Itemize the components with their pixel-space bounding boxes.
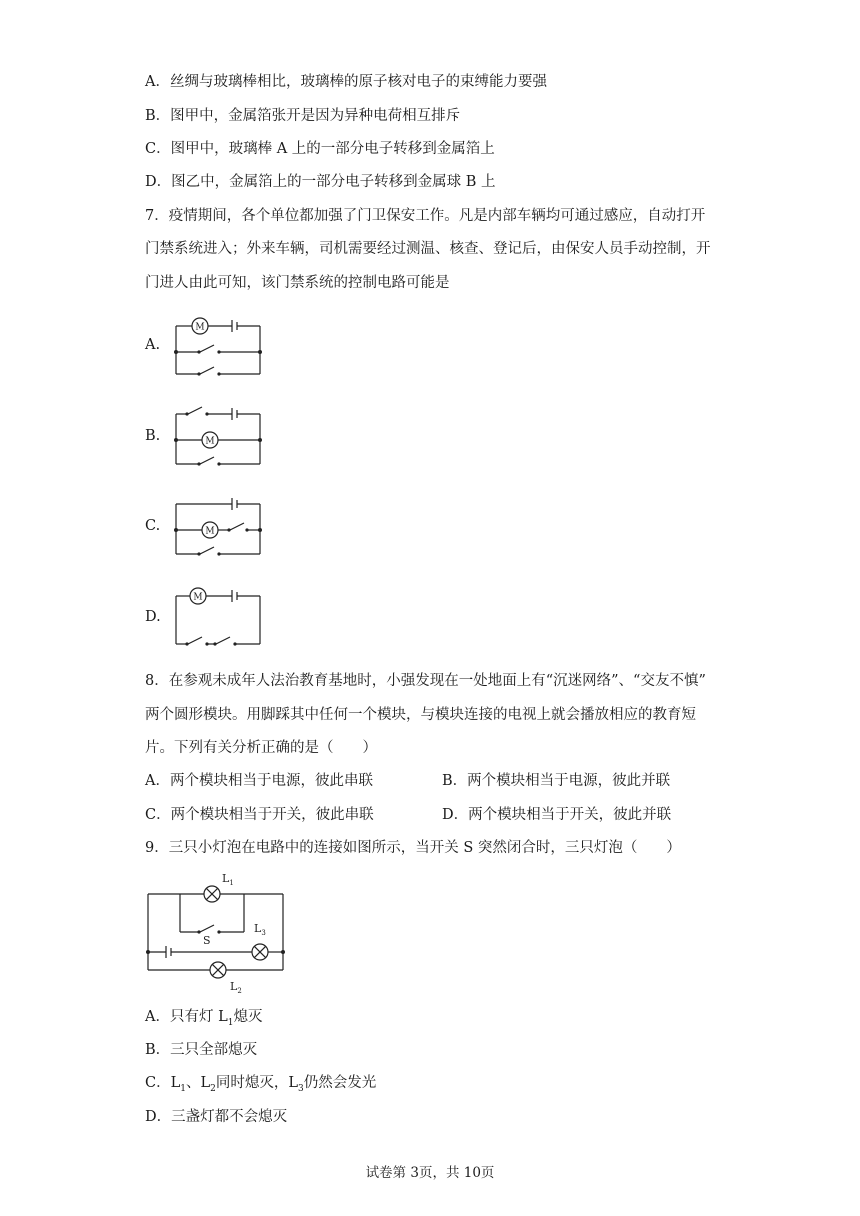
q6-option-a: A．丝绸与玻璃棒相比，玻璃棒的原子核对电子的束缚能力要强 xyxy=(145,74,547,90)
q9-stem: 9．三只小灯泡在电路中的连接如图所示，当开关 S 突然闭合时，三只灯泡（ ） xyxy=(145,840,681,856)
label-l3: $L_3$ xyxy=(254,922,266,937)
q6-option-c: C．图甲中，玻璃棒 A 上的一部分电子转移到金属箔上 xyxy=(145,141,495,157)
q8-option-a: A．两个模块相当于电源，彼此串联 xyxy=(145,773,373,789)
q7-circuit-d xyxy=(168,582,268,652)
q8-option-b: B．两个模块相当于电源，彼此并联 xyxy=(442,773,671,789)
q8-option-d: D．两个模块相当于开关，彼此并联 xyxy=(442,807,672,823)
q7-stem-line3: 门进人由此可知，该门禁系统的控制电路可能是 xyxy=(145,275,450,291)
q7-stem-line1: 7．疫情期间，各个单位都加强了门卫保安工作。凡是内部车辆均可通过感应，自动打开 xyxy=(145,208,706,224)
q7-option-b-label: B. xyxy=(145,428,161,444)
motor-symbol-c: M xyxy=(205,526,215,537)
q7-circuit-b xyxy=(168,402,268,472)
q6-option-b: B．图甲中，金属箔张开是因为异种电荷相互排斥 xyxy=(145,108,461,124)
motor-symbol-b: M xyxy=(205,436,215,447)
q9-option-c: C．$L_1$、$L_2$同时熄灭，$L_3$仍然会发光 xyxy=(145,1075,377,1094)
q8-stem-line2: 两个圆形模块。用脚踩其中任何一个模块，与模块连接的电视上就会播放相应的教育短 xyxy=(145,707,696,723)
q7-option-a-label: A. xyxy=(145,337,161,353)
q8-stem-line1: 8．在参观未成年人法治教育基地时，小强发现在一处地面上有“沉迷网络”、“交友不慎” xyxy=(145,673,706,689)
q7-option-c-label: C. xyxy=(145,518,161,534)
motor-symbol-a: M xyxy=(195,322,205,333)
q9-option-b: B．三只全部熄灭 xyxy=(145,1042,258,1058)
q7-circuit-a xyxy=(168,312,268,382)
q7-circuit-c xyxy=(168,492,268,562)
motor-symbol-d: M xyxy=(193,592,203,603)
page-footer: 试卷第 3页，共 10页 xyxy=(365,1165,495,1181)
label-l1: $L_1$ xyxy=(222,872,234,887)
q8-stem-line3: 片。下列有关分析正确的是（ ） xyxy=(145,740,377,756)
q8-option-c: C．两个模块相当于开关，彼此串联 xyxy=(145,807,374,823)
q9-circuit xyxy=(140,866,300,996)
q9-option-d: D．三盏灯都不会熄灭 xyxy=(145,1109,288,1125)
label-switch-s: S xyxy=(203,934,211,947)
label-l2: $L_2$ xyxy=(230,980,242,995)
q6-option-d: D．图乙中，金属箔上的一部分电子转移到金属球 B 上 xyxy=(145,174,496,190)
q7-stem-line2: 门禁系统进入；外来车辆，司机需要经过测温、核查、登记后，由保安人员手动控制，开 xyxy=(145,241,711,257)
q7-option-d-label: D. xyxy=(145,609,161,625)
q9-option-a: A．只有灯 $L_1$熄灭 xyxy=(145,1009,263,1028)
